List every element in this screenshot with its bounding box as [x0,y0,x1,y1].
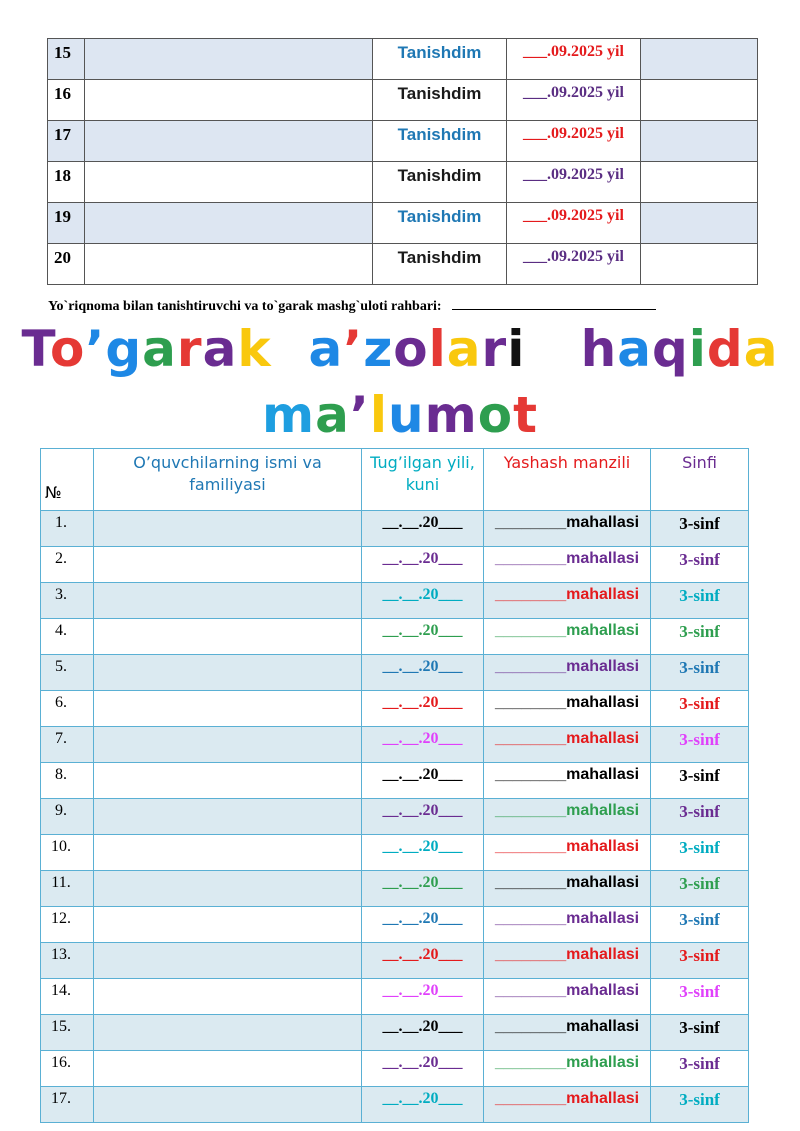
birth-date-cell: __.__.20___ [362,547,484,583]
title-letter: a [202,320,238,378]
member-number: 8. [41,763,94,799]
address-cell: ________mahallasi [484,871,651,907]
member-name-cell[interactable] [94,619,362,655]
acknowledged-text: Tanishdim [373,121,507,162]
signature-blank[interactable] [452,299,656,310]
birth-date-cell: __.__.20___ [362,1015,484,1051]
member-number: 4. [41,619,94,655]
acknowledged-text: Tanishdim [373,39,507,80]
acknowledgement-table [47,38,758,285]
title-letter: m [424,386,478,444]
member-row [41,727,749,763]
birth-date-cell: __.__.20___ [362,1087,484,1123]
title-letter: a [617,320,652,378]
grade-cell: 3-sinf [651,727,749,763]
row-number: 15 [48,39,85,80]
member-number: 10. [41,835,94,871]
address-cell: ________mahallasi [484,943,651,979]
member-name-cell[interactable] [94,1051,362,1087]
signature-cell[interactable] [641,39,758,80]
title-letter: m [262,386,316,444]
title-letter: o [477,386,514,444]
student-name-cell[interactable] [85,203,373,244]
member-name-cell[interactable] [94,871,362,907]
member-number: 16. [41,1051,94,1087]
member-name-cell[interactable] [94,691,362,727]
title-letter: a [308,320,344,378]
member-name-cell[interactable] [94,979,362,1015]
member-name-cell[interactable] [94,583,362,619]
date-cell: ___.09.2025 yil [507,80,641,121]
member-name-cell[interactable] [94,1087,362,1123]
date-cell: ___.09.2025 yil [507,121,641,162]
member-name-cell[interactable] [94,547,362,583]
student-name-cell[interactable] [85,80,373,121]
title-letter: i [507,320,526,378]
member-name-cell[interactable] [94,943,362,979]
member-row [41,835,749,871]
signature-cell[interactable] [641,121,758,162]
acknowledged-text: Tanishdim [373,162,507,203]
member-row [41,655,749,691]
title-letter: a [446,320,482,378]
birth-date-cell: __.__.20___ [362,583,484,619]
grade-cell: 3-sinf [651,943,749,979]
birth-date-cell: __.__.20___ [362,763,484,799]
title-letter: i [688,320,707,378]
student-name-cell[interactable] [85,121,373,162]
member-number: 9. [41,799,94,835]
member-name-cell[interactable] [94,1015,362,1051]
title-letter [272,320,309,378]
title-letter: r [481,320,508,378]
date-cell: ___.09.2025 yil [507,244,641,285]
date-cell: ___.09.2025 yil [507,203,641,244]
title-letter: q [651,320,689,378]
title-letter: a [142,320,177,378]
member-number: 17. [41,1087,94,1123]
member-row [41,907,749,943]
title-letter: k [237,320,272,378]
grade-cell: 3-sinf [651,979,749,1015]
member-number: 3. [41,583,94,619]
header-student-name: O’quvchilarning ismi va familiyasi [94,449,362,511]
member-name-cell[interactable] [94,655,362,691]
birth-date-cell: __.__.20___ [362,1051,484,1087]
members-table-body [41,511,749,1123]
birth-date-cell: __.__.20___ [362,979,484,1015]
birth-date-cell: __.__.20___ [362,871,484,907]
row-number: 16 [48,80,85,121]
title-letter: o [393,320,429,378]
row-number: 20 [48,244,85,285]
member-row [41,583,749,619]
address-cell: ________mahallasi [484,619,651,655]
title-letter: T [21,320,51,378]
member-name-cell[interactable] [94,511,362,547]
date-cell: ___.09.2025 yil [507,162,641,203]
signature-cell[interactable] [641,244,758,285]
header-number: № [41,449,94,511]
address-cell: ________mahallasi [484,655,651,691]
title-letter: t [513,386,538,444]
title-letter: l [428,320,447,378]
address-cell: ________mahallasi [484,691,651,727]
member-row [41,799,749,835]
address-cell: ________mahallasi [484,547,651,583]
grade-cell: 3-sinf [651,1051,749,1087]
member-row [41,871,749,907]
member-row [41,1087,749,1123]
address-cell: ________mahallasi [484,979,651,1015]
grade-cell: 3-sinf [651,583,749,619]
birth-date-cell: __.__.20___ [362,511,484,547]
address-cell: ________mahallasi [484,907,651,943]
title-letter: r [176,320,203,378]
address-cell: ________mahallasi [484,1051,651,1087]
member-number: 13. [41,943,94,979]
title-letter: o [50,320,86,378]
grade-cell: 3-sinf [651,763,749,799]
page-title-line-1 [0,320,800,378]
birth-date-cell: __.__.20___ [362,727,484,763]
title-letter: a [743,320,779,378]
signature-cell[interactable] [641,203,758,244]
member-name-cell[interactable] [94,835,362,871]
grade-cell: 3-sinf [651,799,749,835]
acknowledged-text: Tanishdim [373,80,507,121]
title-letter: l [369,386,388,444]
member-number: 5. [41,655,94,691]
address-cell: ________mahallasi [484,727,651,763]
member-name-cell[interactable] [94,763,362,799]
page-title-line-2 [0,386,800,444]
member-name-cell[interactable] [94,799,362,835]
address-cell: ________mahallasi [484,511,651,547]
member-name-cell[interactable] [94,907,362,943]
acknowledgement-row [48,121,758,162]
title-letter: g [105,320,143,378]
title-letter: a [315,386,350,444]
address-cell: ________mahallasi [484,835,651,871]
grade-cell: 3-sinf [651,691,749,727]
address-cell: ________mahallasi [484,763,651,799]
signature-cell[interactable] [641,162,758,203]
birth-date-cell: __.__.20___ [362,943,484,979]
grade-cell: 3-sinf [651,511,749,547]
acknowledged-text: Tanishdim [373,203,507,244]
grade-cell: 3-sinf [651,1015,749,1051]
header-address: Yashash manzili [484,449,651,511]
date-cell: ___.09.2025 yil [507,39,641,80]
title-letter [525,320,580,378]
birth-date-cell: __.__.20___ [362,655,484,691]
grade-cell: 3-sinf [651,547,749,583]
signature-cell[interactable] [641,80,758,121]
acknowledged-text: Tanishdim [373,244,507,285]
member-row [41,691,749,727]
address-cell: ________mahallasi [484,1015,651,1051]
grade-cell: 3-sinf [651,835,749,871]
birth-date-cell: __.__.20___ [362,799,484,835]
member-row [41,619,749,655]
member-number: 11. [41,871,94,907]
title-letter: d [706,320,744,378]
title-letter: ’ [343,320,364,378]
members-table-header [41,449,749,511]
member-row [41,1015,749,1051]
title-letter: h [580,320,618,378]
signature-line [48,299,656,315]
header-grade: Sinfi [651,449,749,511]
row-number: 17 [48,121,85,162]
grade-cell: 3-sinf [651,871,749,907]
header-birth-date: Tug’ilgan yili, kuni [362,449,484,511]
member-number: 6. [41,691,94,727]
member-row [41,1051,749,1087]
title-letter: u [388,386,425,444]
address-cell: ________mahallasi [484,583,651,619]
acknowledgement-row [48,244,758,285]
grade-cell: 3-sinf [651,1087,749,1123]
grade-cell: 3-sinf [651,907,749,943]
member-number: 14. [41,979,94,1015]
member-row [41,943,749,979]
birth-date-cell: __.__.20___ [362,907,484,943]
birth-date-cell: __.__.20___ [362,619,484,655]
member-number: 7. [41,727,94,763]
grade-cell: 3-sinf [651,655,749,691]
row-number: 19 [48,203,85,244]
student-name-cell[interactable] [85,39,373,80]
acknowledgement-row [48,80,758,121]
title-letter: z [363,320,394,378]
member-row [41,511,749,547]
acknowledgement-table-body [48,39,758,285]
student-name-cell[interactable] [85,244,373,285]
member-row [41,979,749,1015]
address-cell: ________mahallasi [484,799,651,835]
signature-label: Yo`riqnoma bilan tanishtiruvchi va to`garak mashg`uloti rahbari: [48,299,442,314]
title-letter: ’ [85,320,106,378]
members-table [40,448,749,1123]
member-number: 12. [41,907,94,943]
member-row [41,763,749,799]
title-letter: ’ [349,386,370,444]
member-number: 1. [41,511,94,547]
birth-date-cell: __.__.20___ [362,835,484,871]
member-number: 2. [41,547,94,583]
address-cell: ________mahallasi [484,1087,651,1123]
row-number: 18 [48,162,85,203]
grade-cell: 3-sinf [651,619,749,655]
acknowledgement-row [48,39,758,80]
birth-date-cell: __.__.20___ [362,691,484,727]
member-row [41,547,749,583]
acknowledgement-row [48,203,758,244]
member-number: 15. [41,1015,94,1051]
acknowledgement-row [48,162,758,203]
member-name-cell[interactable] [94,727,362,763]
student-name-cell[interactable] [85,162,373,203]
